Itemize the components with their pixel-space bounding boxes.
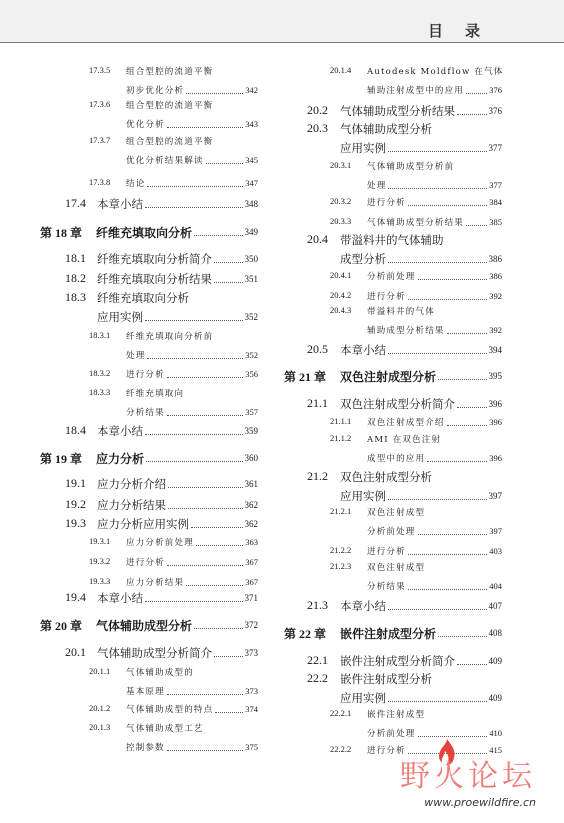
toc-entry-title: 纤维充填取向分析结果: [97, 272, 212, 286]
toc-entry-title: 本章小结: [97, 197, 143, 211]
toc-leader-dots: [408, 554, 487, 555]
toc-entry-number: 20.1: [65, 645, 86, 659]
toc-page-number: 403: [489, 546, 502, 556]
toc-page-number: 350: [244, 254, 258, 264]
toc-entry-number: 18.2: [65, 271, 86, 285]
toc-entry-title: 气体辅助成型的特点: [126, 705, 214, 715]
toc-page-number: 362: [244, 500, 258, 510]
toc-page-number: 396: [488, 399, 502, 409]
toc-page-number: 392: [489, 291, 502, 301]
toc-entry-number: 第 19 章: [40, 452, 83, 466]
toc-entry-title: 进行分析: [126, 558, 165, 568]
toc-entry-title: 气体辅助成型分析结果: [340, 104, 455, 118]
toc-page-number: 409: [488, 656, 502, 666]
toc-leader-dots: [168, 508, 243, 509]
toc-leader-dots: [145, 434, 243, 435]
toc-entry-title: 结论: [126, 179, 146, 189]
toc-entry-title: 气体辅助成型工艺: [126, 724, 204, 734]
toc-leader-dots: [168, 487, 243, 488]
toc-entry-number: 20.2: [307, 103, 328, 117]
toc-entry-第-18-章: [40, 224, 258, 238]
toc-page-number: 357: [245, 407, 258, 417]
toc-entry-number: 19.2: [65, 497, 86, 511]
toc-entry-number: 19.3: [65, 516, 86, 530]
toc-entry-title: 组合型腔的流道平衡: [126, 67, 214, 77]
toc-entry-title: 组合型腔的流道平衡: [126, 101, 214, 111]
toc-entry-number: 22.2.1: [330, 708, 352, 718]
toc-leader-dots: [167, 377, 243, 378]
toc-leader-dots: [388, 499, 487, 500]
toc-entry-title: 分析前处理: [367, 272, 416, 282]
toc-page-number: 373: [244, 648, 258, 658]
toc-leader-dots: [388, 262, 487, 263]
toc-entry-title: 辅助注射成型中的应用: [367, 86, 465, 96]
toc-page-number: 392: [489, 325, 502, 335]
page-header: [0, 0, 564, 43]
toc-page-number: 349: [244, 227, 258, 237]
toc-entry-title: 气体辅助成型分析结果: [367, 218, 465, 228]
toc-entry-number: 21.2.1: [330, 506, 352, 516]
toc-leader-dots: [408, 589, 487, 590]
toc-entry-number: 17.3.7: [89, 135, 111, 145]
toc-entry-title: 进行分析: [367, 292, 406, 302]
toc-entry-number: 21.2.2: [330, 545, 352, 555]
toc-leader-dots: [214, 656, 243, 657]
toc-page-number: 409: [488, 693, 502, 703]
toc-entry-title: 嵌件注射成型分析简介: [340, 654, 455, 668]
toc-entry-title: 本章小结: [340, 343, 386, 357]
toc-entry-title: 辅助成型分析结果: [367, 326, 445, 336]
toc-leader-dots: [418, 279, 488, 280]
toc-entry-title: 分析前处理: [367, 527, 416, 537]
toc-leader-dots: [194, 628, 242, 629]
toc-entry-title: 纤维充填取向分析前: [126, 332, 214, 342]
toc-entry-number: 21.1: [307, 396, 328, 410]
toc-leader-dots: [388, 701, 487, 702]
toc-entry-title: 嵌件注射成型: [367, 710, 426, 720]
toc-entry-title: 气体辅助成型分析简介: [97, 646, 212, 660]
toc-page-number: 373: [245, 686, 258, 696]
toc-page-number: 397: [488, 491, 502, 501]
toc-entry-title: 处理: [126, 351, 146, 361]
toc-entry-title: 应力分析结果: [97, 498, 166, 512]
toc-entry-title: 分析结果: [126, 408, 165, 418]
toc-entry-title: 双色注射成型分析: [340, 470, 432, 484]
toc-page-number: 376: [488, 106, 502, 116]
toc-leader-dots: [145, 207, 243, 208]
toc-entry-number: 21.2.3: [330, 561, 352, 571]
toc-page-number: 386: [489, 271, 502, 281]
toc-entry-number: 17.3.6: [89, 99, 111, 109]
toc-page-number: 408: [488, 628, 502, 638]
toc-entry-title: 应力分析: [96, 452, 145, 466]
toc-entry-title: 气体辅助成型分析前: [367, 162, 455, 172]
toc-entry-number: 21.2: [307, 469, 328, 483]
toc-entry-title: 应力分析应用实例: [97, 517, 189, 531]
toc-entry-第-20-章: [40, 617, 258, 631]
toc-entry-title: 嵌件注射成型分析: [340, 672, 432, 686]
toc-leader-dots: [418, 534, 488, 535]
toc-page-number: 407: [488, 601, 502, 611]
toc-entry-title: 双色注射成型介绍: [367, 418, 445, 428]
toc-entry-number: 20.3.1: [330, 160, 352, 170]
toc-page-number: 367: [245, 557, 258, 567]
toc-entry-title: 气体辅助成型分析: [340, 122, 432, 136]
toc-page-number: 361: [244, 479, 258, 489]
toc-entry-title: 纤维充填取向: [126, 389, 185, 399]
toc-page-number: 352: [245, 350, 258, 360]
toc-page-number: 345: [245, 155, 258, 165]
toc-entry-number: 19.3.1: [89, 536, 111, 546]
toc-entry-title: 气体辅助成型的: [126, 668, 194, 678]
toc-entry-title: 进行分析: [126, 370, 165, 380]
toc-leader-dots: [214, 262, 243, 263]
watermark-name: 野火论坛: [400, 759, 536, 794]
toc-entry-title: 进行分析: [367, 198, 406, 208]
toc-page-number: 410: [489, 728, 502, 738]
toc-page-number: 351: [244, 274, 258, 284]
toc-entry-title: AMI 在双色注射: [367, 435, 442, 445]
toc-leader-dots: [427, 461, 487, 462]
toc-page-number: 396: [489, 417, 502, 427]
toc-entry-title: 控制参数: [126, 743, 165, 753]
toc-entry-title: 应力分析前处理: [126, 538, 194, 548]
toc-entry-number: 20.4.1: [330, 270, 352, 280]
toc-entry-title: 带溢料井的气体辅助: [340, 233, 444, 247]
toc-entry-title: 应力分析介绍: [97, 477, 166, 491]
toc-entry-number: 20.4: [307, 232, 328, 246]
toc-leader-dots: [206, 163, 244, 164]
toc-entry-number: 22.2.2: [330, 744, 352, 754]
toc-entry-number: 19.1: [65, 476, 86, 490]
toc-leader-dots: [388, 353, 487, 354]
toc-entry-title: 应用实例: [340, 141, 386, 155]
toc-entry-第-22-章: [284, 625, 502, 639]
toc-entry-number: 第 22 章: [284, 627, 327, 641]
toc-entry-number: 19.3.2: [89, 556, 111, 566]
toc-leader-dots: [186, 93, 243, 94]
toc-entry-number: 22.2: [307, 671, 328, 685]
toc-entry-title: 应力分析结果: [126, 578, 185, 588]
toc-page-number: 377: [488, 143, 502, 153]
toc-entry-number: 20.1.3: [89, 722, 111, 732]
toc-entry-title: 气体辅助成型分析: [96, 619, 193, 633]
toc-leader-dots: [215, 712, 243, 713]
toc-entry-number: 18.3.2: [89, 368, 111, 378]
watermark-logo: [372, 751, 542, 809]
toc-entry-title: 双色注射成型: [367, 508, 426, 518]
toc-entry-number: 21.1.2: [330, 433, 352, 443]
toc-entry-number: 18.3.1: [89, 330, 111, 340]
toc-entry-title: 分析前处理: [367, 729, 416, 739]
toc-entry-number: 19.4: [65, 590, 86, 604]
toc-entry-title: 组合型腔的流道平衡: [126, 137, 214, 147]
toc-leader-dots: [388, 151, 487, 152]
toc-entry-第-19-章: [40, 450, 258, 464]
toc-page-number: 377: [489, 180, 502, 190]
toc-entry-number: 20.1.1: [89, 666, 111, 676]
toc-leader-dots: [214, 282, 243, 283]
toc-page-number: 375: [245, 742, 258, 752]
toc-leader-dots: [388, 188, 487, 189]
toc-entry-title: 本章小结: [97, 424, 143, 438]
toc-entry-title: Autodesk Moldflow 在气体: [367, 67, 504, 77]
toc-leader-dots: [447, 333, 488, 334]
toc-page-number: 374: [245, 704, 258, 714]
toc-page-number: 395: [488, 371, 502, 381]
toc-leader-dots: [457, 407, 487, 408]
toc-entry-number: 20.1.2: [89, 703, 111, 713]
toc-leader-dots: [457, 114, 487, 115]
toc-leader-dots: [194, 235, 242, 236]
toc-leader-dots: [408, 299, 487, 300]
toc-entry-title: 优化分析: [126, 120, 165, 130]
toc-page-number: 397: [489, 526, 502, 536]
toc-entry-title: 纤维充填取向分析: [97, 291, 189, 305]
toc-entry-number: 20.3: [307, 121, 328, 135]
toc-entry-title: 双色注射成型分析: [340, 370, 437, 384]
toc-leader-dots: [447, 425, 488, 426]
toc-entry-title: 本章小结: [340, 599, 386, 613]
toc-entry-title: 应用实例: [97, 310, 143, 324]
toc-entry-number: 18.3: [65, 290, 86, 304]
toc-page-number: 386: [488, 254, 502, 264]
toc-leader-dots: [167, 694, 243, 695]
toc-page-number: 362: [244, 519, 258, 529]
toc-leader-dots: [167, 565, 243, 566]
toc-page-number: 376: [489, 85, 502, 95]
toc-entry-number: 第 18 章: [40, 226, 83, 240]
toc-entry-title: 处理: [367, 181, 387, 191]
toc-leader-dots: [146, 461, 242, 462]
toc-entry-number: 17.3.5: [89, 65, 111, 75]
toc-entry-title: 分析结果: [367, 582, 406, 592]
toc-entry-number: 21.1.1: [330, 416, 352, 426]
toc-page-number: 343: [245, 119, 258, 129]
toc-page-number: 396: [489, 453, 502, 463]
toc-entry-number: 22.1: [307, 653, 328, 667]
toc-leader-dots: [466, 225, 487, 226]
toc-entry-title: 优化分析结果解读: [126, 156, 204, 166]
toc-page-number: 352: [244, 312, 258, 322]
toc-entry-title: 嵌件注射成型分析: [340, 627, 437, 641]
toc-entry-title: 初步优化分析: [126, 86, 185, 96]
toc-leader-dots: [388, 609, 487, 610]
toc-entry-title: 双色注射成型分析简介: [340, 397, 455, 411]
toc-page-number: 385: [489, 217, 502, 227]
toc-entry-title: 纤维充填取向分析简介: [97, 252, 212, 266]
toc-leader-dots: [438, 379, 486, 380]
toc-entry-title: 进行分析: [367, 547, 406, 557]
toc-entry-number: 20.4.2: [330, 290, 352, 300]
toc-entry-number: 18.4: [65, 423, 86, 437]
toc-page-number: 372: [244, 620, 258, 630]
toc-entry-number: 第 20 章: [40, 619, 83, 633]
toc-entry-20.1.3: [40, 722, 258, 774]
toc-leader-dots: [196, 545, 243, 546]
toc-entry-number: 21.3: [307, 598, 328, 612]
toc-entry-title: 双色注射成型: [367, 563, 426, 573]
toc-page-number: 347: [245, 178, 258, 188]
toc-entry-title: 成型分析: [340, 252, 386, 266]
toc-entry-number: 20.3.3: [330, 216, 352, 226]
toc-page-number: 371: [244, 593, 258, 603]
toc-leader-dots: [438, 636, 486, 637]
page-title: 目录: [427, 22, 502, 40]
toc-entry-number: 20.1.4: [330, 65, 352, 75]
toc-leader-dots: [191, 527, 243, 528]
toc-entry-title: 成型中的应用: [367, 454, 426, 464]
toc-leader-dots: [408, 205, 487, 206]
toc-entry-number: 19.3.3: [89, 576, 111, 586]
toc-page-number: 384: [489, 197, 502, 207]
toc-page-number: 394: [488, 345, 502, 355]
toc-leader-dots: [457, 664, 487, 665]
toc-entry-number: 18.1: [65, 251, 86, 265]
toc-entry-number: 20.3.2: [330, 196, 352, 206]
toc-page-number: 415: [489, 745, 502, 755]
toc-page-number: 367: [245, 577, 258, 587]
toc-entry-number: 18.3.3: [89, 387, 111, 397]
toc-page-number: 348: [244, 199, 258, 209]
toc-page-number: 356: [245, 369, 258, 379]
toc-page-number: 342: [245, 85, 258, 95]
toc-leader-dots: [167, 750, 243, 751]
toc-page-number: 363: [245, 537, 258, 547]
toc-entry-title: 纤维充填取向分析: [96, 226, 193, 240]
toc-leader-dots: [147, 358, 243, 359]
toc-entry-number: 20.5: [307, 342, 328, 356]
toc-leader-dots: [167, 415, 243, 416]
toc-entry-title: 应用实例: [340, 489, 386, 503]
toc-leader-dots: [186, 585, 243, 586]
toc-entry-title: 带溢料井的气体: [367, 307, 435, 317]
toc-leader-dots: [145, 320, 243, 321]
watermark-url: www.proewildfire.cn: [424, 796, 536, 809]
toc-page-number: 360: [244, 453, 258, 463]
toc-page-number: 359: [244, 426, 258, 436]
toc-entry-第-21-章: [284, 368, 502, 382]
toc-entry-number: 20.4.3: [330, 305, 352, 315]
toc-entry-number: 17.4: [65, 196, 86, 210]
toc-entry-title: 进行分析: [367, 746, 406, 756]
toc-entry-title: 本章小结: [97, 591, 143, 605]
toc-page-number: 404: [489, 581, 502, 591]
toc-entry-title: 基本原理: [126, 687, 165, 697]
toc-leader-dots: [466, 93, 487, 94]
toc-leader-dots: [145, 601, 243, 602]
toc-leader-dots: [167, 127, 243, 128]
toc-entry-title: 应用实例: [340, 691, 386, 705]
toc-entry-number: 17.3.8: [89, 177, 111, 187]
toc-entry-number: 第 21 章: [284, 370, 327, 384]
toc-leader-dots: [147, 186, 243, 187]
